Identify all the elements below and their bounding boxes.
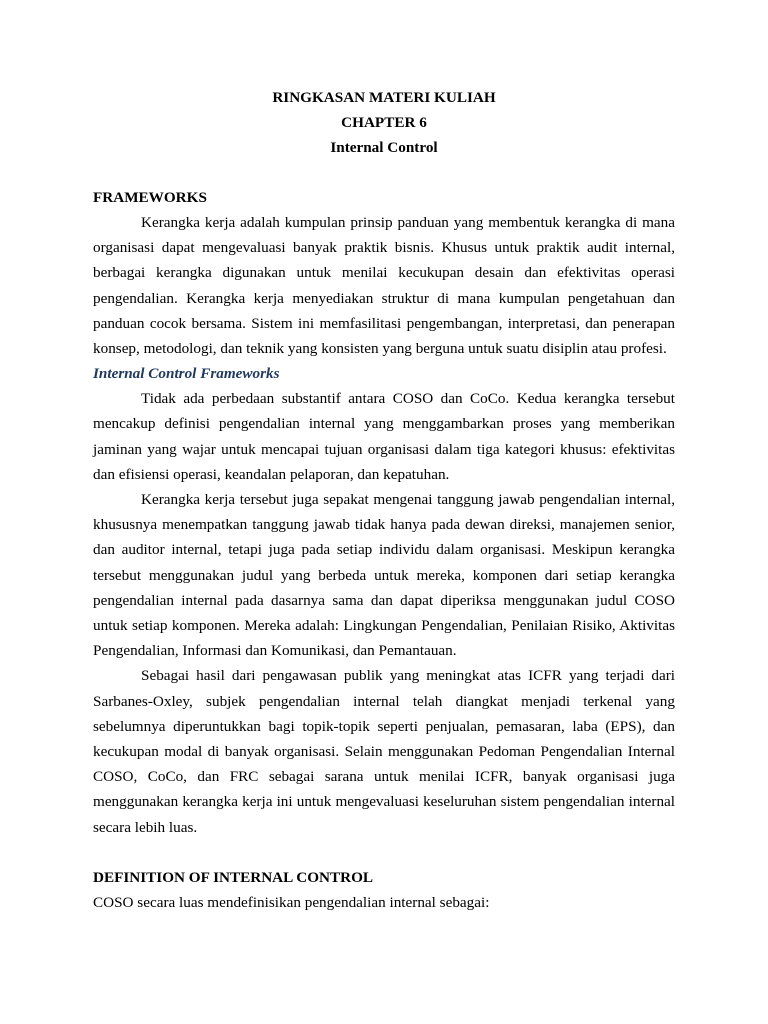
document-body: [93, 85, 675, 915]
paragraph-responsibility: Kerangka kerja tersebut juga sepakat mengenai tanggung jawab pengendalian internal, khususnya menempatkan tanggung jawab tidak hanya pada dewan direksi, manajemen senior, dan auditor internal, tetapi juga pada setiap individu dalam organisasi. Meskipun kerangka tersebut menggunakan judul yang berbeda untuk mereka, komponen dari setiap kerangka pengendalian internal pada dasarnya sama dan dapat diperiksa menggunakan judul COSO untuk setiap komponen. Mereka adalah: Lingkungan Pengendalian, Penilaian Risiko, Aktivitas Pengendalian, Informasi dan Komunikasi, dan Pemantauan.: [93, 491, 675, 660]
chapter-title: Internal Control: [330, 139, 438, 156]
paragraph-icfr: Sebagai hasil dari pengawasan publik yang meningkat atas ICFR yang terjadi dari Sarbanes-Oxley, subjek pengendalian internal telah diangkat menjadi terkenal yang sebelumnya diperuntukkan bagi topik-topik seperti penjualan, pemasaran, laba (EPS), dan kecukupan modal di banyak organisasi. Selain menggunakan Pedoman Pengendalian Internal COSO, CoCo, dan FRC sebagai sarana untuk menilai ICFR, banyak organisasi juga menggunakan kerangka kerja ini untuk mengevaluasi keseluruhan sistem pengendalian internal secara lebih luas.: [93, 667, 675, 836]
section-heading-frameworks: FRAMEWORKS: [93, 189, 207, 206]
document-title: RINGKASAN MATERI KULIAH: [272, 89, 496, 106]
section-heading-definition: DEFINITION OF INTERNAL CONTROL: [93, 868, 374, 886]
subsection-heading-internal-control-frameworks: Internal Control Frameworks: [93, 365, 280, 383]
spacer: [93, 160, 675, 185]
definition-intro: COSO secara luas mendefinisikan pengendalian internal sebagai:: [93, 893, 490, 911]
spacer: [93, 840, 675, 865]
document-title-block: [93, 85, 675, 160]
chapter-number: CHAPTER 6: [341, 114, 427, 131]
paragraph-coso-coco: Tidak ada perbedaan substantif antara COSO dan CoCo. Kedua kerangka tersebut mencakup definisi pengendalian internal yang menggambarkan proses yang memberikan jaminan yang wajar untuk mencapai tujuan organisasi dalam tiga kategori khusus: efektivitas dan efisiensi operasi, keandalan pelaporan, dan kepatuhan.: [93, 390, 675, 483]
paragraph-frameworks: Kerangka kerja adalah kumpulan prinsip panduan yang membentuk kerangka di mana organisasi dapat mengevaluasi banyak praktik bisnis. Khusus untuk praktik audit internal, berbagai kerangka digunakan untuk menilai kecukupan desain dan efektivitas operasi pengendalian. Kerangka kerja menyediakan struktur di mana kumpulan pengetahuan dan panduan cocok bersama. Sistem ini memfasilitasi pengembangan, interpretasi, dan penerapan konsep, metodologi, dan teknik yang konsisten yang berguna untuk suatu disiplin atau profesi.: [93, 214, 675, 358]
